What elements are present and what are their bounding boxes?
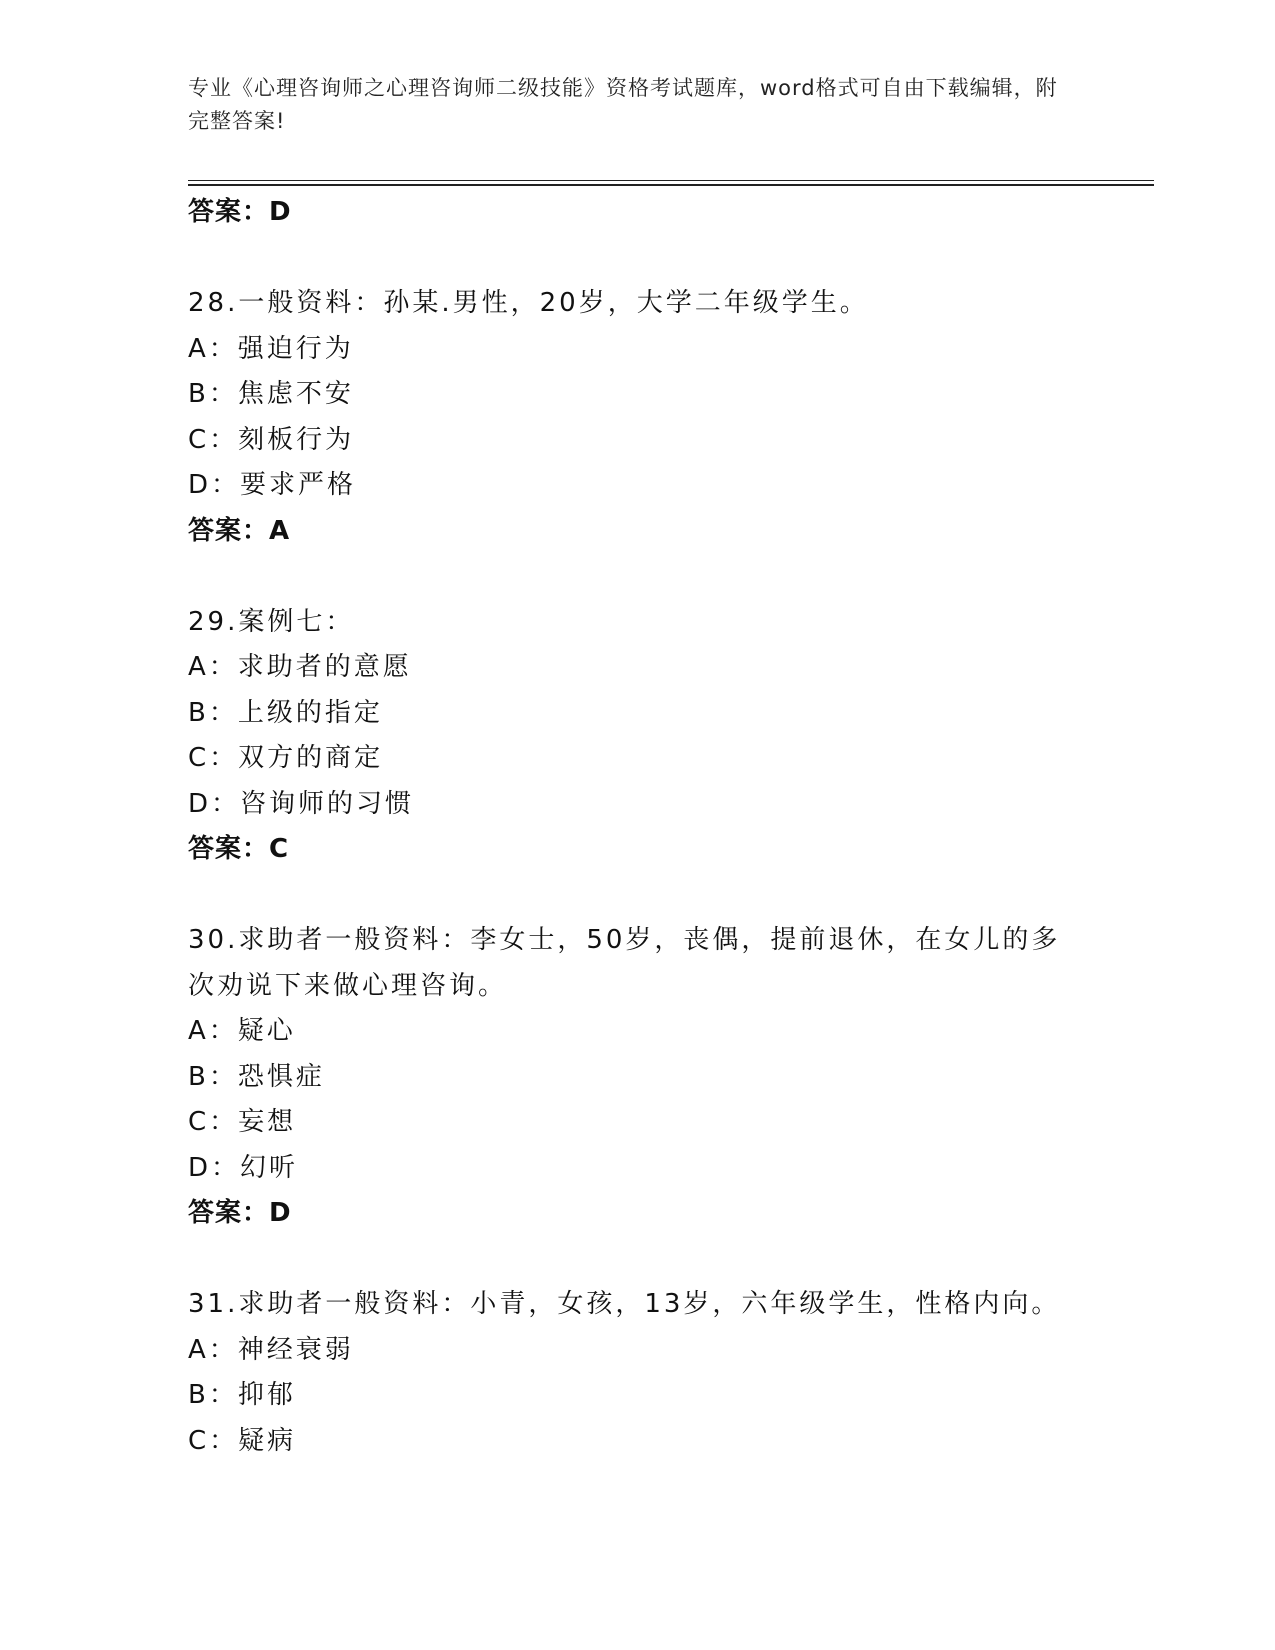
spacer <box>188 554 1088 600</box>
option-b: B：抑郁 <box>188 1380 296 1410</box>
option-d: D：要求严格 <box>188 470 357 500</box>
option-b: B：焦虑不安 <box>188 379 354 409</box>
option-c: C：双方的商定 <box>188 743 384 773</box>
question-list <box>188 190 1088 1464</box>
option-a: A：神经衰弱 <box>188 1334 354 1365</box>
spacer <box>188 873 1088 919</box>
header-rule-thin <box>188 180 1154 181</box>
option-b: B：上级的指定 <box>188 697 383 728</box>
document-header: 专业《心理咨询师之心理咨询师二级技能》资格考试题库，word格式可自由下载编辑，附完整答案! <box>188 76 1058 133</box>
answer-line: 答案：A <box>188 515 291 546</box>
spacer <box>188 1237 1088 1283</box>
question-stem: 31.求助者一般资料：小青，女孩，13岁，六年级学生，性格内向。 <box>188 1289 1061 1319</box>
option-a: A：强迫行为 <box>188 333 354 364</box>
answer-line: 答案：D <box>188 1198 292 1228</box>
answer-line: 答案：D <box>188 197 292 227</box>
question-28 <box>188 281 1088 554</box>
question-stem: 28.一般资料：孙某.男性，20岁，大学二年级学生。 <box>188 288 869 318</box>
option-a: A：疑心 <box>188 1016 296 1046</box>
header-rule-thick <box>188 184 1154 186</box>
option-d: D：幻听 <box>188 1152 299 1183</box>
question-stem: 29.案例七： <box>188 606 355 637</box>
option-c: C：刻板行为 <box>188 424 355 455</box>
option-c: C：妄想 <box>188 1107 297 1137</box>
option-d: D：咨询师的习惯 <box>188 788 415 819</box>
question-stem: 30.求助者一般资料：李女士，50岁，丧偶，提前退休，在女儿的多次劝说下来做心理咨询。 <box>188 925 1061 1001</box>
option-b: B：恐惧症 <box>188 1061 325 1092</box>
question-30 <box>188 918 1088 1237</box>
option-c: C：疑病 <box>188 1425 297 1456</box>
question-31 <box>188 1282 1088 1464</box>
answer-line: 答案：C <box>188 834 290 864</box>
question-29 <box>188 600 1088 873</box>
spacer <box>188 236 1088 282</box>
option-a: A：求助者的意愿 <box>188 652 412 682</box>
